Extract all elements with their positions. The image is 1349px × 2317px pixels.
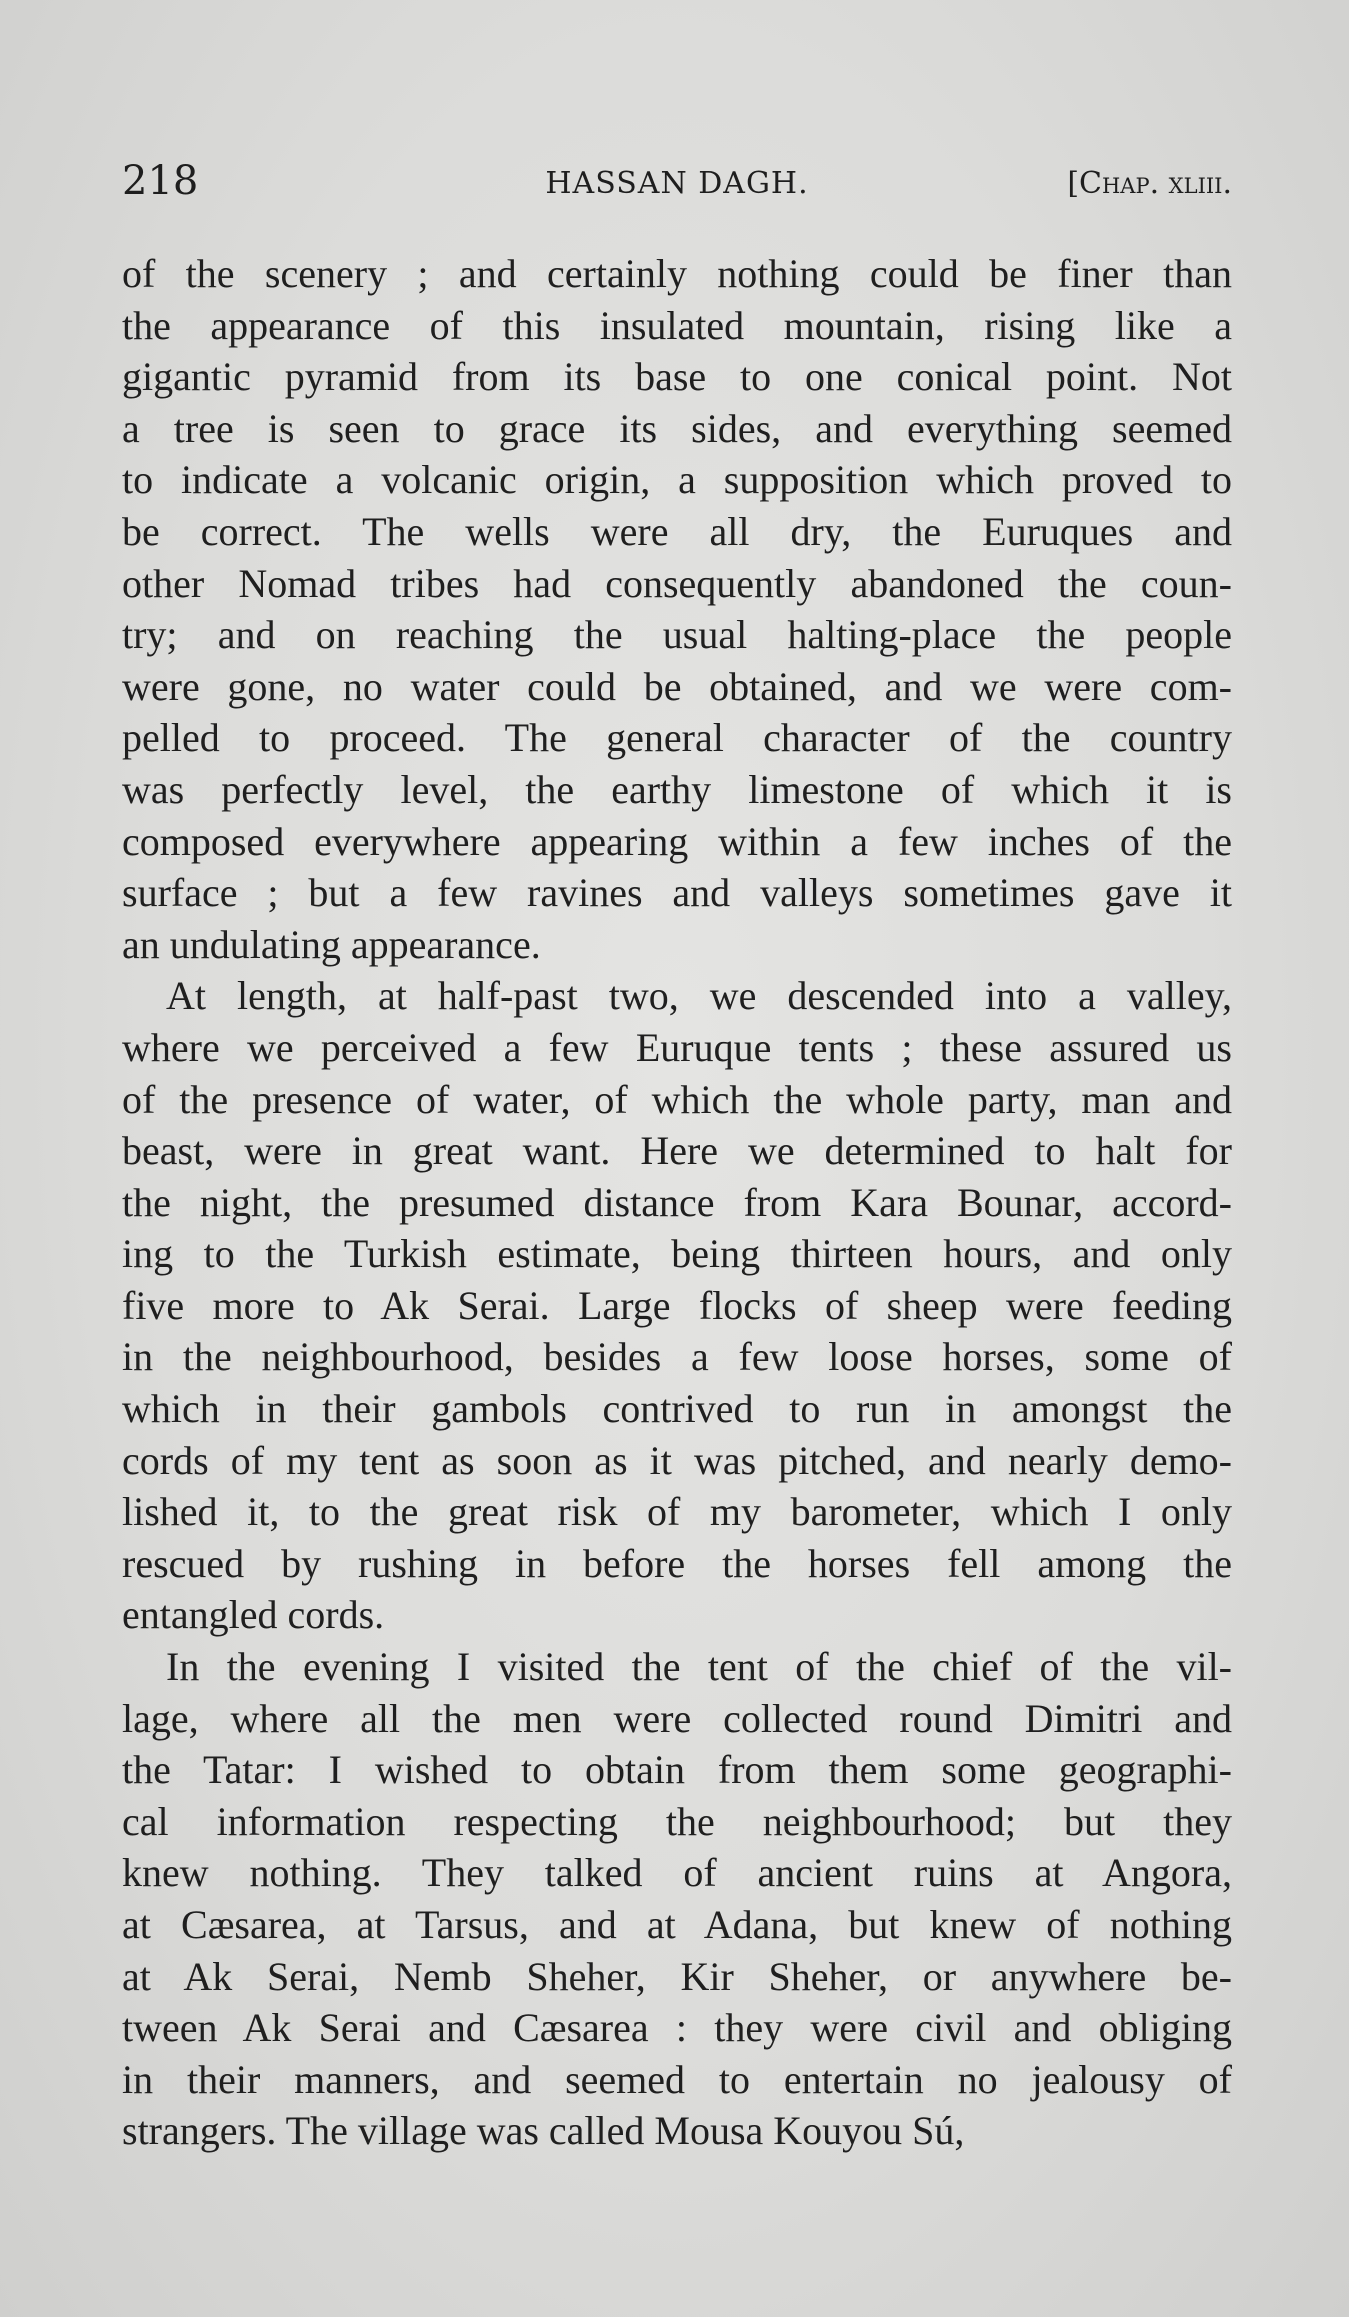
text-line: cal information respecting the neighbourhood; but they — [122, 1798, 1232, 1844]
text-line: tween Ak Serai and Cæsarea : they were civil and obliging — [122, 2005, 1232, 2051]
text-line: be correct. The wells were all dry, the Euruques and — [122, 508, 1232, 554]
text-line: ing to the Turkish estimate, being thirteen hours, and only — [122, 1231, 1232, 1277]
text-line: where we perceived a few Euruque tents ; these assured us — [122, 1024, 1232, 1070]
text-line: the Tatar: I wished to obtain from them some geographi- — [122, 1747, 1232, 1793]
text-line: pelled to proceed. The general character of the country — [122, 715, 1232, 761]
text-line: a tree is seen to grace its sides, and everything seemed — [122, 405, 1232, 451]
page-header — [122, 158, 1232, 210]
paragraph — [122, 248, 1232, 970]
text-line: other Nomad tribes had consequently abandoned the coun- — [122, 560, 1232, 606]
text-line: composed everywhere appearing within a few inches of the — [122, 818, 1232, 864]
text-line: strangers. The village was called Mousa Kouyou Sú, — [122, 2108, 965, 2154]
text-line: were gone, no water could be obtained, and we were com- — [122, 663, 1232, 709]
text-line: five more to Ak Serai. Large flocks of sheep were feeding — [122, 1282, 1232, 1328]
text-line: an undulating appearance. — [122, 921, 541, 967]
text-line: at Cæsarea, at Tarsus, and at Adana, but knew of nothing — [122, 1902, 1232, 1947]
page-number: 218 — [122, 158, 199, 204]
text-line: which in their gambols contrived to run in amongst the — [122, 1386, 1232, 1432]
text-line: gigantic pyramid from its base to one conical point. Not — [122, 354, 1232, 400]
text-line: knew nothing. They talked of ancient ruins at Angora, — [122, 1850, 1232, 1896]
text-line: in their manners, and seemed to entertain no jealousy of — [122, 2056, 1232, 2102]
paragraph — [122, 1641, 1232, 2157]
text-line: surface ; but a few ravines and valleys sometimes gave it — [122, 870, 1232, 916]
text-line: rescued by rushing in before the horses fell among the — [122, 1540, 1232, 1586]
text-line: was perfectly level, the earthy limestone of which it is — [122, 766, 1232, 812]
paragraph — [122, 970, 1232, 1641]
text-line: cords of my tent as soon as it was pitched, and nearly demo- — [122, 1437, 1232, 1483]
body-text — [122, 248, 1232, 2157]
text-line: try; and on reaching the usual halting-place the people — [122, 612, 1232, 658]
text-line: of the presence of water, of which the whole party, man and — [122, 1076, 1232, 1122]
text-line: of the scenery ; and certainly nothing could be finer than — [122, 251, 1232, 296]
text-line: entangled cords. — [122, 1592, 385, 1638]
running-title: HASSAN DAGH. — [545, 166, 809, 201]
text-line: in the neighbourhood, besides a few loose horses, some of — [122, 1334, 1232, 1380]
text-line: to indicate a volcanic origin, a supposition which proved to — [122, 457, 1232, 503]
text-line: In the evening I visited the tent of the chief of the vil- — [166, 1644, 1232, 1690]
text-line: the night, the presumed distance from Kara Bounar, accord- — [122, 1179, 1232, 1225]
text-line: At length, at half-past two, we descended into a valley, — [166, 973, 1232, 1019]
text-line: lished it, to the great risk of my barometer, which I only — [122, 1489, 1232, 1535]
chapter-reference: [Chap. xliii. — [1067, 166, 1232, 201]
text-line: beast, were in great want. Here we determined to halt for — [122, 1128, 1232, 1174]
text-line: the appearance of this insulated mountain, rising like a — [122, 302, 1232, 348]
text-line: at Ak Serai, Nemb Sheher, Kir Sheher, or anywhere be- — [122, 1953, 1232, 1999]
text-line: lage, where all the men were collected round Dimitri and — [122, 1695, 1232, 1741]
